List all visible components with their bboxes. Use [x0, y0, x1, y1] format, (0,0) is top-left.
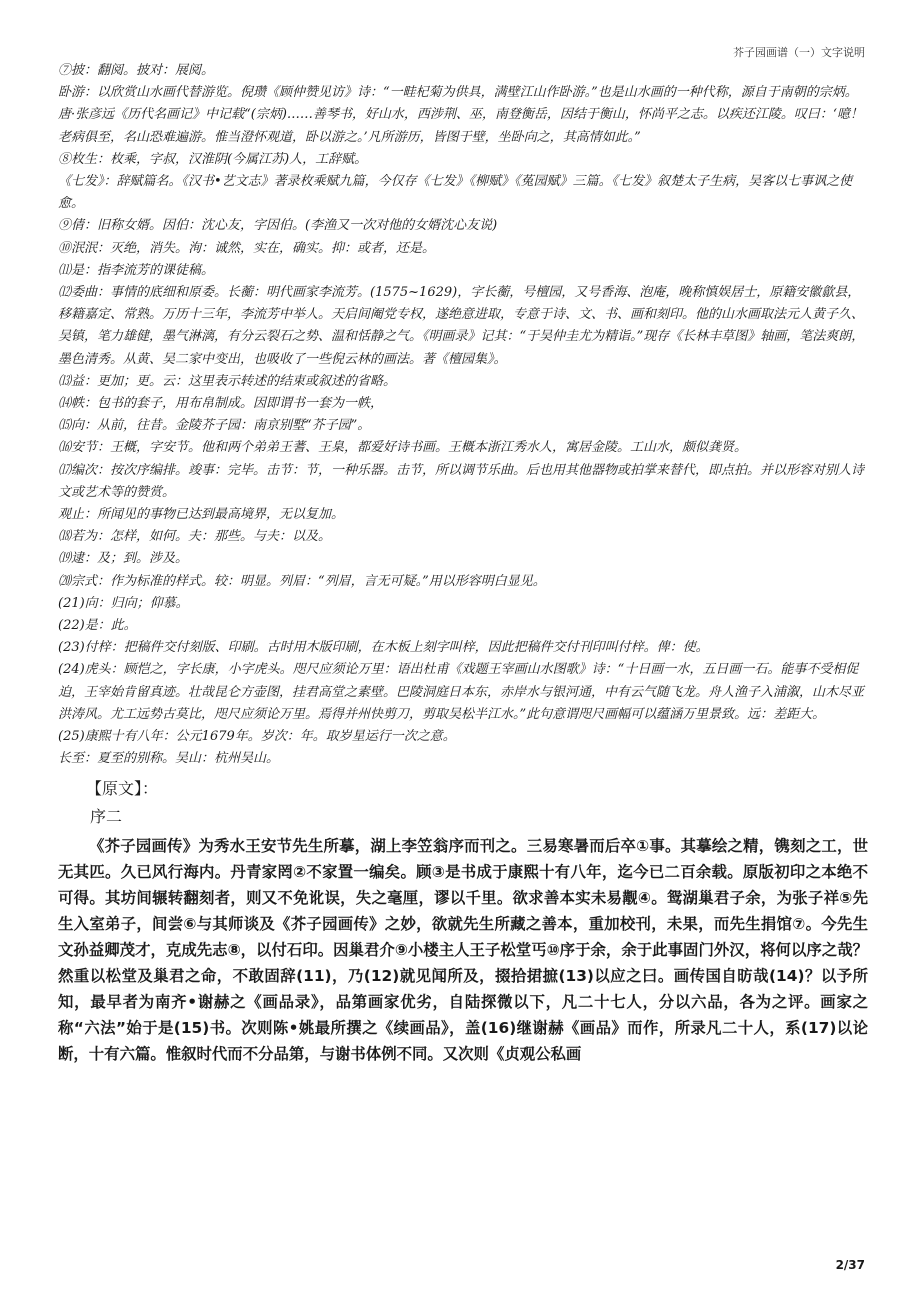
note-item: 《七发》：辞赋篇名。《汉书•艺文志》著录枚乘赋九篇，今仅存《七发》《柳赋》《菟园赋》三篇。《七发》叙楚太子生病，吴客以七事讽之使愈。 [58, 174, 853, 212]
running-header: 芥子园画谱（一）文字说明 [733, 46, 865, 59]
note-item: ⒄编次：按次序编排。竣事：完毕。击节：节，一种乐器。击节，所以调节乐曲。后也用其他器物或拍掌来替代，即点拍。并以形容对别人诗文或艺术等的赞赏。 [58, 462, 865, 500]
note-item: ⒂向：从前，往昔。金陵芥子园：南京别墅“芥子园”。 [58, 418, 371, 434]
note-item: (22)是：此。 [58, 618, 137, 634]
note-item: ⑨倩：旧称女婿。因伯：沈心友，字因伯。(李渔又一次对他的女婿沈心友说) [58, 218, 498, 234]
note-item: 卧游：以欣赏山水画代替游览。倪瓒《顾仲赞见访》诗：“一畦杞菊为供具，满壁江山作卧游。”也是山水画的一种代称，源自于南朝的宗炳。唐·张彦远《历代名画记》中记载“(宗炳)……善琴书，好山水，西涉荆、巫，南登衡岳，因结于衡山，怀尚平之志。以疾还江陵。叹曰：‘噫！老病俱至，名山恐难遍游。惟当澄怀观道，卧以游之。’凡所游历，皆图于壁，坐卧向之，其高情如此。” [58, 85, 864, 145]
note-item: ⒆逮：及；到。涉及。 [58, 551, 189, 567]
original-text-heading: 【原文】： [86, 778, 159, 798]
note-item: ⑿委曲：事情的底细和原委。长蘅：明代画家李流芳。(1575~1629)，字长蘅，号檀园，又号香海、泡庵，晚称慎娱居士，原籍安徽歙县，移籍嘉定、常熟。万历十三年，李流芳中举人。天启间阉党专权，遂绝意进取，专意于诗、文、书、画和刻印。他的山水画取法元人黄子久、吴镇，笔力雄健，墨气淋漓，有分云裂石之势、温和恬静之气。《明画录》记其：“于吴仲圭尤为精诣。”现存《长林丰草图》轴画，笔法爽朗，墨色清秀。从黄、吴二家中变出，也吸收了一些倪云林的画法。著《檀园集》。 [58, 285, 865, 367]
page-number: 2/37 [835, 1258, 865, 1272]
note-item: 观止：所闻见的事物已达到最高境界，无以复加。 [58, 507, 345, 523]
note-item: ⒀益：更加；更。云：这里表示转述的结束或叙述的省略。 [58, 373, 397, 389]
note-item: ⑦披：翻阅。披对：展阅。 [58, 63, 215, 78]
preface-body: 《芥子园画传》为秀水王安节先生所摹，湖上李笠翁序而刊之。三易寒暑而后卒①事。其摹绘之精，镌刻之工，世无其匹。久已风行海内。丹青家罔②不家置一编矣。顾③是书成于康熙十有八年，迄今已二百余载。原版初印之本绝不可得。其坊间辗转翻刻者，则又不免讹误，失之毫厘，谬以千里。欲求善本实未易觏④。鸳湖巢君子余，为张子祥⑤先生入室弟子，间尝⑥与其师谈及《芥子园画传》之妙，欲就先生所藏之善本，重加校刊，未果，而先生捐馆⑦。今先生文孙益卿茂才，克成先志⑧，以付石印。因巢君介⑨小楼主人王子松堂丐⑩序于余，余于此事固门外汉，将何以序之哉？然重以松堂及巢君之命，不敢固辞(11)，乃(12)就见闻所及，掇拾捃摭(13)以应之曰。画传国自昉哉(14)？以予所知，最早者为南齐•谢赫之《画品录》，品第画家优劣，自陆探微以下，凡二十七人，分以六品，各为之评。画家之称“六法”始于是(15)书。次则陈•姚最所撰之《续画品》，盖(16)继谢赫《画品》而作，所录凡二十人，系(17)以论断，十有六篇。惟叙时代而不分品第，与谢书体例不同。又次则《贞观公私画 [58, 836, 868, 1063]
note-item: ⒁帙：包书的套子，用布帛制成。因即谓书一套为一帙， [58, 396, 384, 412]
note-item: (24)虎头：顾恺之，字长康，小字虎头。咫尺应须论万里：语出杜甫《戏题王宰画山水图歌》诗：“十日画一水，五日画一石。能事不受相促迫，王宰始肯留真迹。壮哉昆仑方壶图，挂君高堂之素壁。巴陵洞庭日本东，赤岸水与银河通，中有云气随飞龙。舟人渔子入浦溆，山木尽亚洪涛风。尤工远势古莫比，咫尺应须论万里。焉得并州快剪刀，剪取吴松半江水。”此句意谓咫尺画幅可以蕴涵万里景致。远：差距大。 [58, 662, 865, 722]
note-item: ⑩泯泯：灭绝，消失。洵：诚然，实在，确实。抑：或者，还是。 [58, 240, 436, 256]
note-item: (21)向：归向；仰慕。 [58, 595, 189, 611]
note-item: ⑾是：指李流芳的课徒稿。 [58, 262, 215, 278]
note-item: ⑧枚生：枚乘，字叔，汉淮阴(今属江苏)人，工辞赋。 [58, 151, 368, 167]
note-item: ⒃安节：王概，字安节。他和两个弟弟王蓍、王臬，都爱好诗书画。王概本浙江秀水人，寓居金陵。工山水，颇似龚贤。 [58, 440, 748, 456]
note-item: ⒅若为：怎样，如何。夫：那些。与夫：以及。 [58, 529, 332, 545]
note-item: (23)付梓：把稿件交付刻版、印刷。古时用木版印刷，在木板上刻字叫梓，因此把稿件交付刊印叫付梓。俾：使。 [58, 640, 709, 656]
note-item: (25)康熙十有八年：公元1679年。岁次：年。取岁星运行一次之意。 [58, 729, 456, 745]
preface-heading: 序二 [90, 806, 123, 826]
annotation-notes [58, 60, 868, 1067]
note-item: ⒇宗式：作为标准的样式。较：明显。列眉：“列眉，言无可疑。”用以形容明白显见。 [58, 573, 546, 589]
note-item: 长至：夏至的别称。吴山：杭州吴山。 [58, 751, 280, 767]
